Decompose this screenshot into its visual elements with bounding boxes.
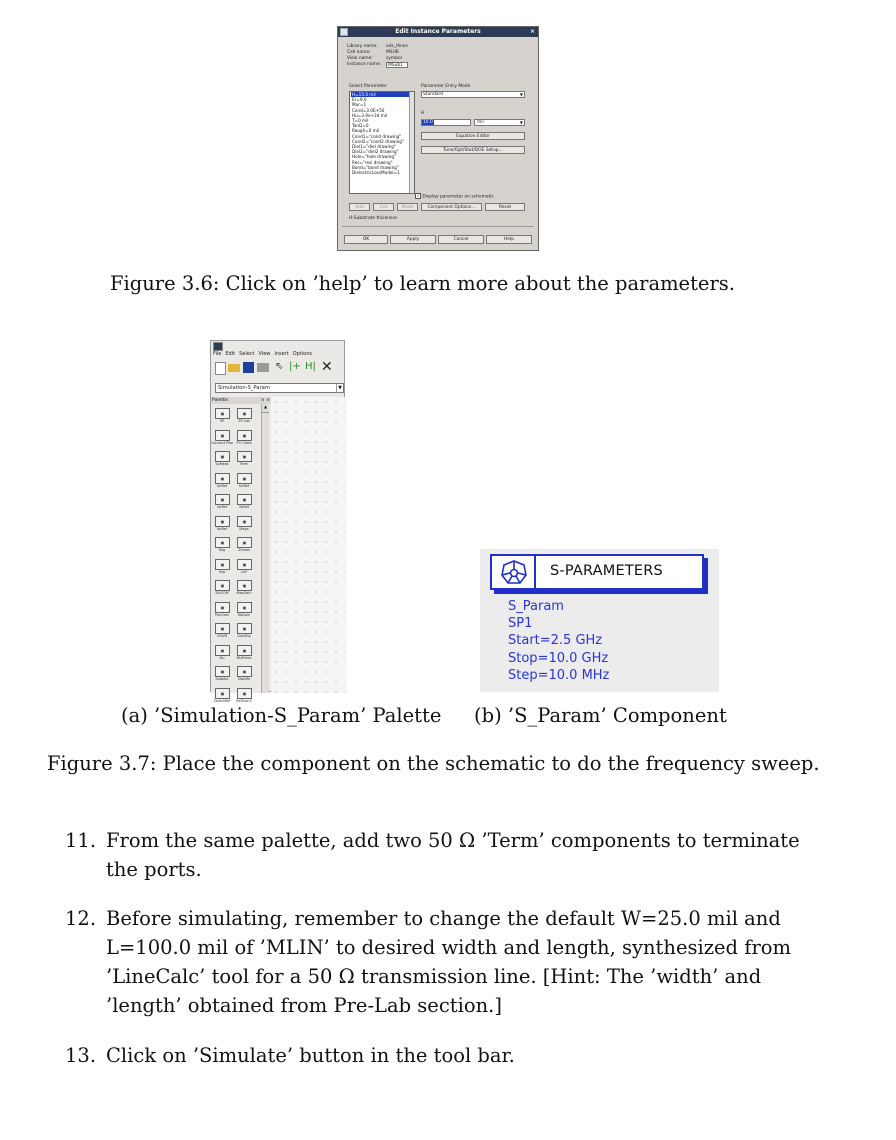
palette-item-label: SwitchRef bbox=[213, 698, 231, 703]
edit-instance-parameters-dialog bbox=[337, 26, 539, 251]
parameter-list-item[interactable]: TanD=0 bbox=[352, 123, 369, 129]
palette-item-label: DHCOM bbox=[215, 591, 229, 595]
tune-setup-button[interactable]: Tune/Opt/Stat/DOE Setup... bbox=[421, 146, 525, 154]
palette-item-icon[interactable]: ▣ bbox=[215, 430, 230, 441]
palette-item-label: Imp bbox=[218, 569, 226, 574]
palette-item-label: SP bbox=[219, 419, 225, 423]
palette-item-label: SP Lab bbox=[238, 419, 250, 423]
palette-item-label: NoRef bbox=[216, 526, 228, 531]
s-param-stop: Stop=10.0 GHz bbox=[508, 651, 609, 666]
palette-item-label: P+I Data bbox=[236, 440, 252, 445]
step-11-line1: From the same palette, add two 50 Ω ’Term’ components to terminate bbox=[106, 829, 800, 852]
s-param-instance: SP1 bbox=[508, 616, 533, 631]
library-label: Library name: bbox=[347, 44, 378, 49]
save-icon[interactable] bbox=[243, 362, 254, 373]
delete-icon[interactable]: ✕ bbox=[321, 359, 333, 375]
step-13-number: 13. bbox=[65, 1044, 97, 1067]
step-11-number: 11. bbox=[65, 829, 97, 852]
entry-mode-value: Standard bbox=[423, 92, 443, 97]
parameter-list-item[interactable]: Hu=3.9e+34 mil bbox=[352, 112, 388, 118]
palette-item-icon[interactable]: ▣ bbox=[215, 451, 230, 462]
step-12-line4: ’length’ obtained from Pre-Lab section.] bbox=[106, 994, 502, 1017]
palette-item-icon[interactable]: ▣ bbox=[215, 645, 230, 656]
s-param-start: Start=2.5 GHz bbox=[508, 633, 603, 648]
parameter-list-item[interactable]: Mur=1 bbox=[352, 102, 367, 108]
new-file-icon[interactable] bbox=[215, 362, 226, 375]
entry-mode-label: Parameter Entry Mode bbox=[421, 84, 471, 89]
parameter-list-item[interactable]: Bond="bond drawing" bbox=[352, 164, 399, 170]
h-label: H bbox=[421, 111, 425, 116]
s-param-symbol-icon bbox=[492, 556, 536, 588]
palette-item-label: Maga bbox=[239, 526, 249, 531]
palette-item-label: SpMeas bbox=[215, 462, 229, 466]
step-12-line1: Before simulating, remember to change the default W=25.0 mil and bbox=[106, 907, 781, 930]
parameter-list-item[interactable]: Hole="hole drawing" bbox=[352, 154, 396, 160]
palette-item-label: MapGain bbox=[236, 591, 252, 595]
palette-item-icon[interactable]: ▣ bbox=[237, 602, 252, 613]
chevron-down-icon: ▼ bbox=[519, 120, 523, 125]
palette-item-icon[interactable]: ▣ bbox=[237, 473, 252, 484]
palette-item-icon[interactable]: ▣ bbox=[215, 537, 230, 548]
dialog-titlebar bbox=[338, 27, 538, 37]
equation-editor-button[interactable]: Equation Editor bbox=[421, 132, 525, 140]
menu-item-insert[interactable]: Insert bbox=[274, 351, 289, 357]
step-12-line3: ’LineCalc’ tool for a 50 Ω transmission line. [Hint: The ’width’ and bbox=[106, 965, 762, 988]
parameter-list-item[interactable]: Cond=3.0E+50 bbox=[352, 107, 385, 113]
palette-item-icon[interactable]: ▣ bbox=[215, 623, 230, 634]
palette-grid bbox=[211, 404, 267, 703]
palette-item-label: SwRef bbox=[216, 505, 228, 509]
parameter-list-item[interactable]: DielectricLossModel=1 bbox=[352, 170, 400, 176]
cut-button[interactable]: Cut bbox=[373, 203, 394, 211]
palette-item-icon[interactable]: ▣ bbox=[237, 516, 252, 527]
palette-item-label: RefGain2 bbox=[236, 698, 252, 703]
h-value-input[interactable] bbox=[421, 119, 471, 126]
palette-item-label: Reg bbox=[218, 548, 226, 552]
library-value: ads_tlines bbox=[386, 44, 408, 49]
step-13-line1: Click on ’Simulate’ button in the tool bar. bbox=[106, 1044, 515, 1067]
menu-item-edit[interactable]: Edit bbox=[225, 351, 236, 357]
palette-item-icon[interactable]: ▣ bbox=[237, 408, 252, 419]
instance-name-input[interactable]: MSub1 bbox=[386, 62, 408, 68]
palette-item-icon[interactable]: ▣ bbox=[237, 688, 252, 699]
palette-item-label: PwrGain bbox=[214, 612, 229, 617]
app-icon bbox=[213, 342, 223, 351]
menu-bar bbox=[213, 351, 316, 357]
parameter-list-item[interactable]: Res="resi drawing" bbox=[352, 159, 393, 165]
cell-label: Cell name: bbox=[347, 50, 371, 55]
h-value: 10.0 bbox=[423, 120, 433, 125]
parameter-list-scrollbar[interactable] bbox=[409, 92, 414, 193]
palette-item-label: GainRip bbox=[237, 634, 251, 638]
palette-item-icon[interactable]: ▣ bbox=[215, 408, 230, 419]
palette-item-icon[interactable]: ▣ bbox=[215, 559, 230, 570]
divider bbox=[342, 226, 534, 227]
cancel-button[interactable]: Cancel bbox=[438, 235, 484, 244]
insert-wire-icon[interactable]: |+ bbox=[289, 361, 301, 372]
entry-mode-select[interactable] bbox=[421, 91, 525, 98]
figure-3-6-caption: Figure 3.6: Click on ’help’ to learn more about the parameters. bbox=[110, 272, 735, 295]
ok-button[interactable]: OK bbox=[344, 235, 388, 244]
step-12-line2: L=100.0 mil of ’MLIN’ to desired width and length, synthesized from bbox=[106, 936, 791, 959]
palette-item-icon[interactable]: ▣ bbox=[215, 473, 230, 484]
h-unit-value: mil bbox=[477, 120, 484, 125]
display-checkbox[interactable] bbox=[415, 193, 494, 200]
subcaption-a: (a) ’Simulation-S_Param’ Palette bbox=[121, 704, 442, 727]
help-button[interactable]: Help bbox=[486, 235, 532, 244]
view-label: View name: bbox=[347, 56, 373, 61]
palette-scrollbar[interactable] bbox=[261, 404, 269, 693]
parameter-list-item[interactable]: T=0 mil bbox=[352, 118, 369, 124]
palette-item-label: SaRef bbox=[239, 505, 249, 509]
palette-item-icon[interactable]: ▣ bbox=[215, 580, 230, 591]
select-parameter-label: Select Parameter bbox=[349, 84, 387, 89]
component-options-button[interactable]: Component Options... bbox=[421, 203, 482, 211]
palette-item-icon[interactable]: ▣ bbox=[215, 602, 230, 613]
parameter-list-item[interactable]: Diel1="diel drawing" bbox=[352, 144, 396, 150]
parameter-list-item[interactable]: Cond2="cond2 drawing" bbox=[352, 138, 404, 144]
palette-header bbox=[211, 397, 273, 404]
select-arrow-icon[interactable]: ⇖ bbox=[275, 361, 284, 372]
parameter-list[interactable] bbox=[349, 91, 415, 194]
palette-item-icon[interactable]: ▣ bbox=[237, 623, 252, 634]
palette-item-icon[interactable]: ▣ bbox=[237, 645, 252, 656]
print-icon[interactable] bbox=[257, 363, 269, 372]
reset-button[interactable]: Reset bbox=[485, 203, 525, 211]
palette-item-icon[interactable]: ▣ bbox=[237, 494, 252, 505]
s-param-name: S_Param bbox=[508, 599, 564, 614]
palette-item-label: StabAct bbox=[215, 677, 229, 681]
palette-item-icon[interactable]: ▣ bbox=[215, 666, 230, 677]
palette-item-label: SwRef bbox=[216, 483, 228, 488]
palette-item-icon[interactable]: ▣ bbox=[215, 688, 230, 699]
check-icon: ✓ bbox=[416, 193, 420, 198]
step-11-line2: the ports. bbox=[106, 858, 202, 881]
view-value: symbol bbox=[386, 56, 402, 61]
close-icon[interactable]: × bbox=[529, 28, 535, 35]
palette-item-label: Mu bbox=[219, 655, 225, 660]
palette-item-label: Connect Plan bbox=[211, 440, 234, 445]
parameter-list-item[interactable]: Rough=0 mil bbox=[352, 128, 380, 134]
toolbar bbox=[213, 361, 343, 374]
palette-item-icon[interactable]: ▣ bbox=[237, 451, 252, 462]
s-param-step: Step=10.0 MHz bbox=[508, 668, 610, 683]
palette-item-icon[interactable]: ▣ bbox=[237, 580, 252, 591]
app-icon bbox=[340, 28, 348, 36]
s-parameters-symbol[interactable] bbox=[490, 554, 704, 590]
parameter-list-item[interactable]: Er=9.0 bbox=[352, 97, 367, 103]
s-parameters-label: S-PARAMETERS bbox=[550, 563, 663, 579]
subcaption-b: (b) ’S_Param’ Component bbox=[474, 704, 727, 727]
palette-item-icon[interactable]: ▣ bbox=[237, 430, 252, 441]
palette-category-select[interactable] bbox=[215, 383, 344, 393]
step-12-number: 12. bbox=[65, 907, 97, 930]
palette-item-label: SwRef bbox=[238, 483, 250, 488]
apply-button[interactable]: Apply bbox=[390, 235, 436, 244]
palette-category-value: Simulation-S_Param bbox=[218, 385, 270, 391]
schematic-canvas[interactable] bbox=[271, 397, 346, 693]
palette-item-label: NsGain bbox=[237, 612, 251, 617]
figure-3-7-caption: Figure 3.7: Place the component on the schematic to do the frequency sweep. bbox=[47, 752, 820, 775]
dialog-title: Edit Instance Parameters bbox=[395, 28, 481, 35]
insert-pin-icon[interactable]: H| bbox=[305, 361, 316, 372]
h-unit-select[interactable] bbox=[474, 119, 525, 126]
palette-item-icon[interactable]: ▣ bbox=[237, 666, 252, 677]
parameter-list-item[interactable]: Diel2="diel2 drawing" bbox=[352, 149, 399, 155]
palette-item-icon[interactable]: ▣ bbox=[215, 494, 230, 505]
chevron-down-icon: ▼ bbox=[519, 92, 523, 97]
paste-button[interactable]: Paste bbox=[397, 203, 418, 211]
chevron-down-icon: ▼ bbox=[338, 385, 342, 391]
parameter-list-item[interactable]: Cond1="cond drawing" bbox=[352, 133, 402, 139]
add-button[interactable]: Add bbox=[349, 203, 370, 211]
instance-label: Instance name: bbox=[347, 62, 382, 67]
palette-item-label: StabMs bbox=[237, 677, 251, 681]
parameter-list-item[interactable]: H=15.0 mil bbox=[351, 92, 414, 97]
open-folder-icon[interactable] bbox=[228, 364, 240, 372]
palette-item-label: Zmeas bbox=[238, 548, 250, 552]
h-description: H:Substrate thickness bbox=[349, 216, 398, 221]
menu-item-view[interactable]: View bbox=[258, 351, 271, 357]
palette-title: Palette bbox=[212, 398, 228, 403]
palette-item-label: VSWR bbox=[216, 634, 228, 638]
display-checkbox-label: Display parameter on schematic bbox=[422, 194, 494, 200]
palette-window bbox=[210, 340, 345, 703]
s-param-component-canvas bbox=[480, 549, 719, 692]
s-param-symbol-icon-box bbox=[492, 556, 536, 588]
palette-item-label: CaP bbox=[240, 569, 248, 574]
palette-item-icon[interactable]: ▣ bbox=[237, 559, 252, 570]
scroll-up-icon[interactable]: ▲ bbox=[262, 404, 269, 413]
menu-item-options[interactable]: Options bbox=[292, 351, 313, 357]
menu-item-file[interactable]: File bbox=[213, 351, 222, 357]
palette-item-label: MuPrime bbox=[236, 655, 252, 660]
palette-close-icon[interactable]: × × bbox=[260, 398, 270, 403]
palette-item-label: Term bbox=[239, 462, 249, 466]
palette-item-icon[interactable]: ▣ bbox=[215, 516, 230, 527]
cell-value: MSUB bbox=[386, 50, 399, 55]
menu-item-select[interactable]: Select bbox=[239, 351, 255, 357]
palette-item-icon[interactable]: ▣ bbox=[237, 537, 252, 548]
